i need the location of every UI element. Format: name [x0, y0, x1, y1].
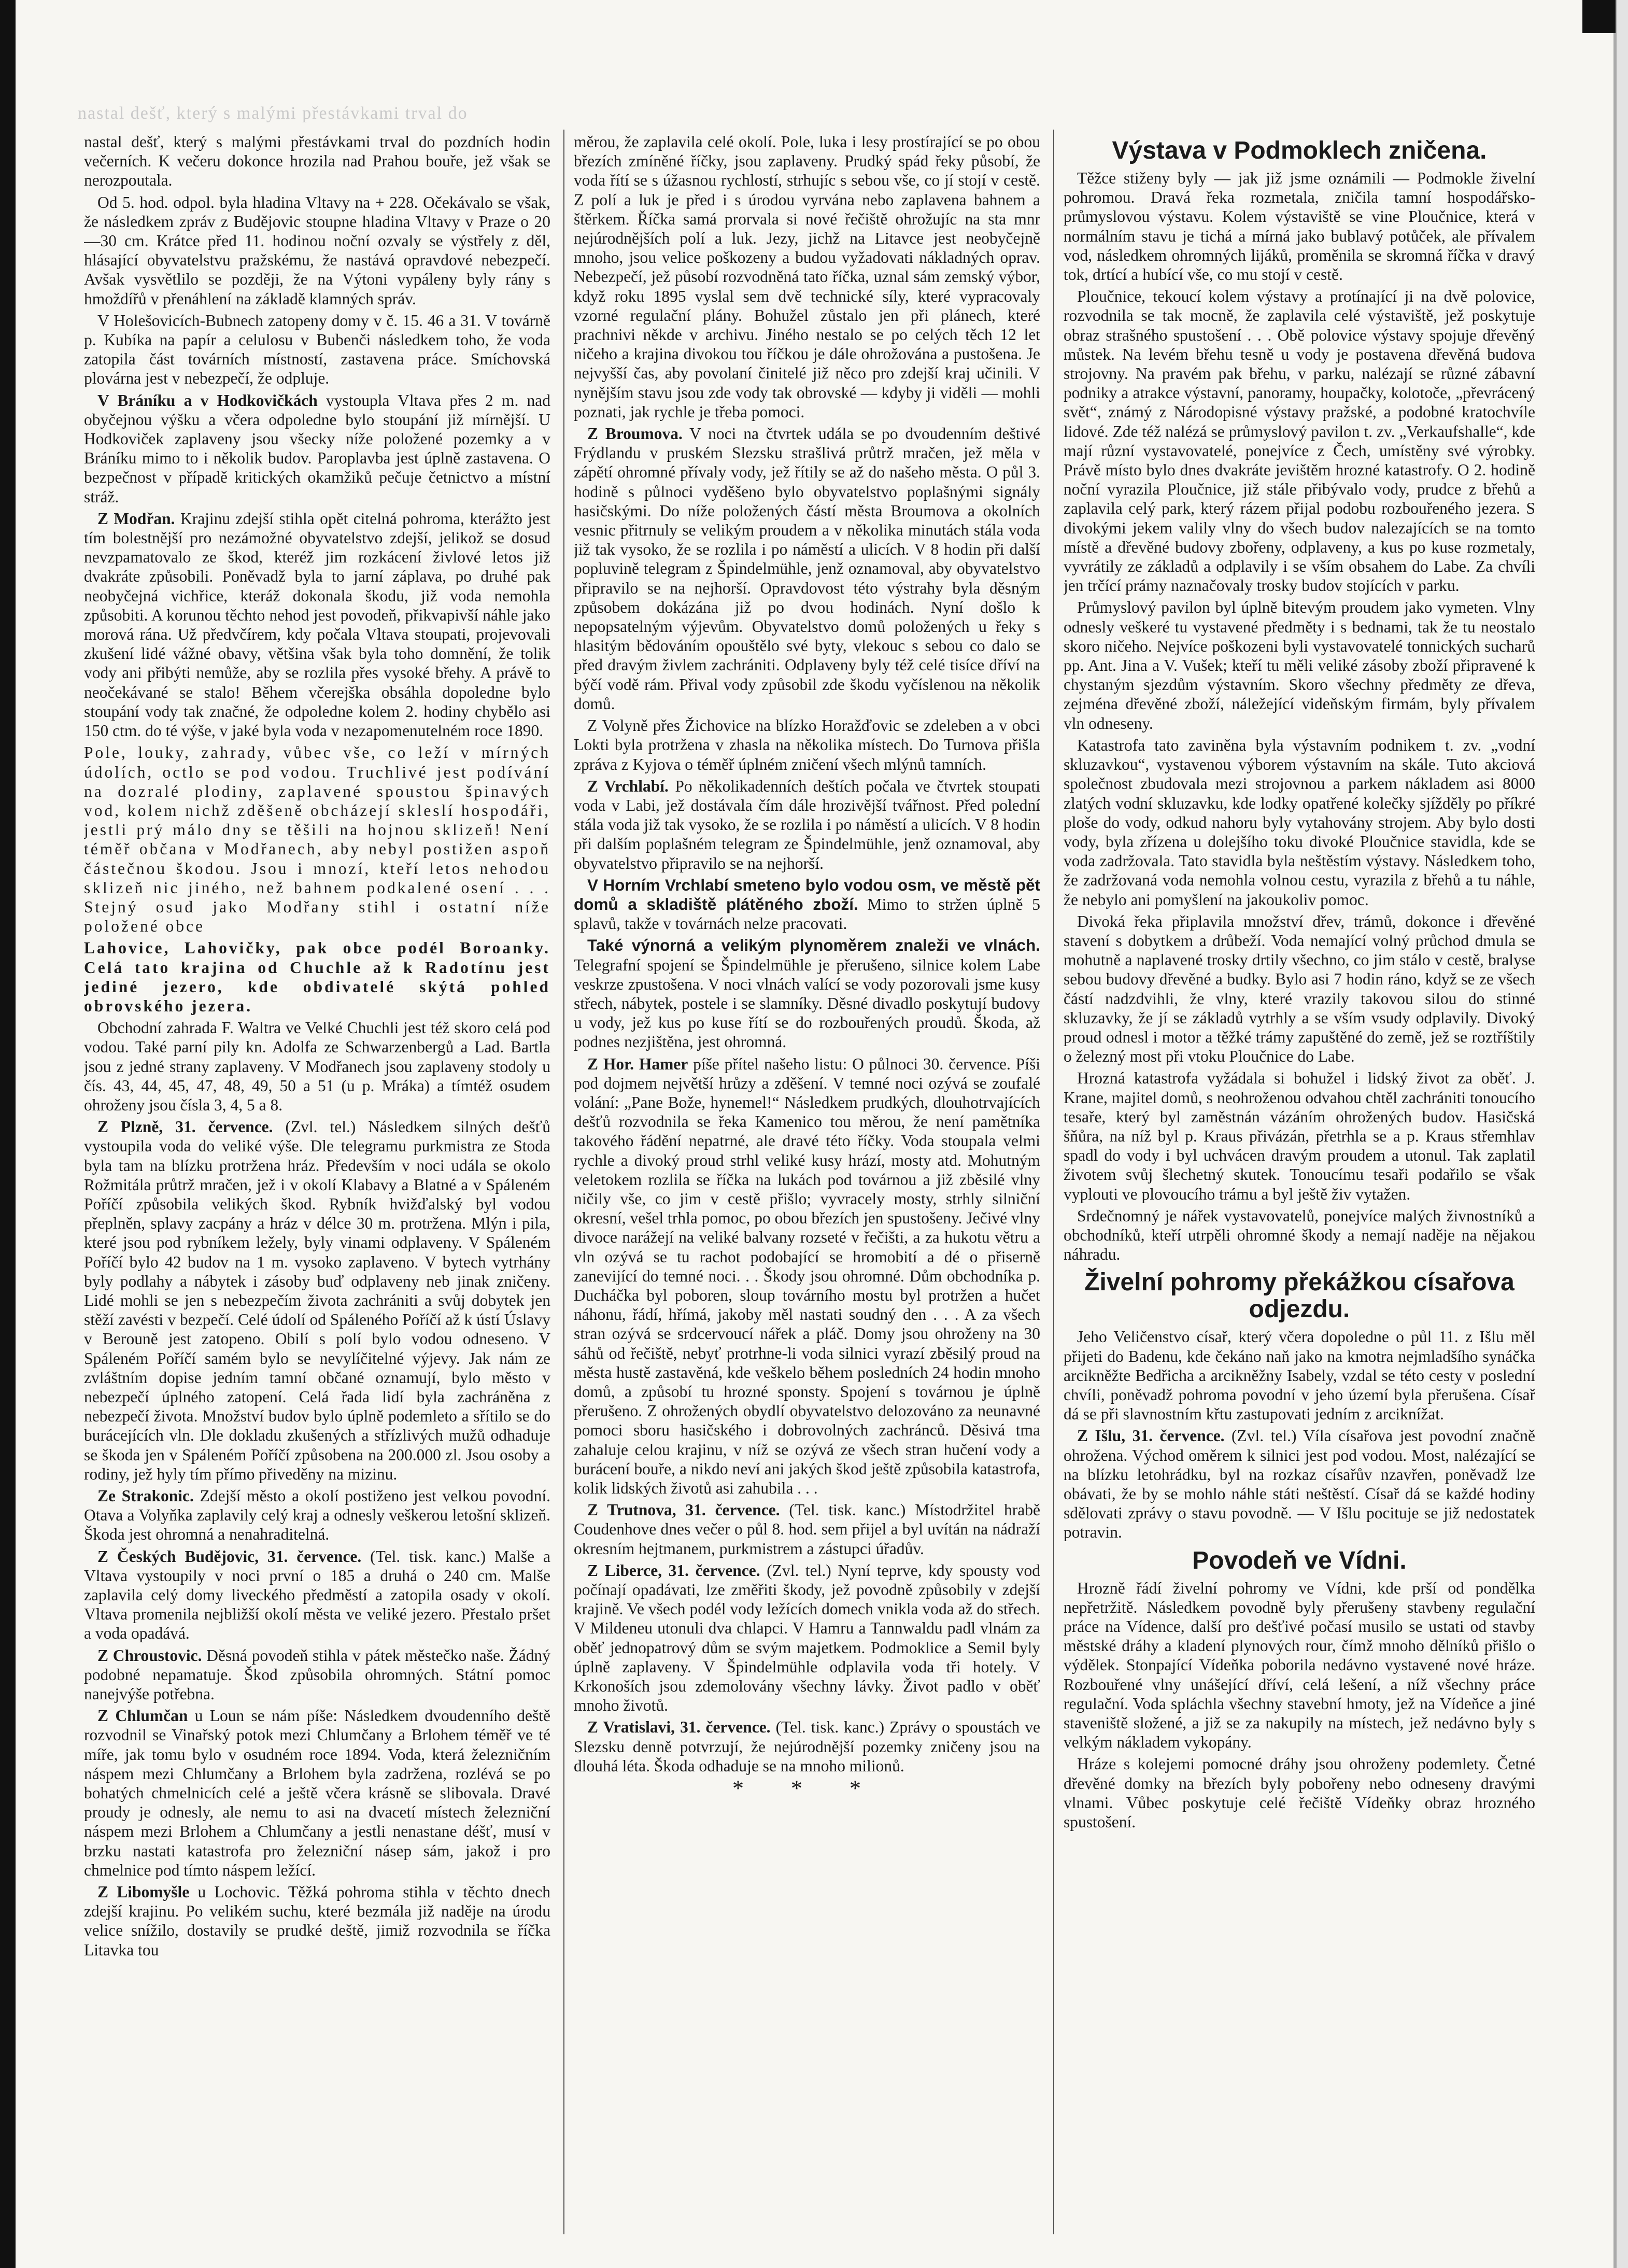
paragraph: V Holešovicích-Bubnech zatopeny domy v č. 15. 46 a 31. V továrně p. Kubíka na papír a celulosu v Bubenči následkem toho, že voda zatopila část továrních místností, zastavena práce. Smíchovská plovárna jest v nebezpečí, že odpluje.: [84, 311, 550, 388]
column-3: [1064, 132, 1535, 2237]
paragraph: Lahovice, Lahovičky, pak obce podél Boroanky. Celá tato krajina od Chuchle až k Radotínu jest jediné jezero, kde obdivatelé skýtá pohled obrovského jezera.: [84, 939, 550, 1015]
paragraph: Z Chlumčan u Loun se nám píše: Následkem dvoudenního deště rozvodnil se Vinařský potok mezi Chlumčany a Brlohem téměř ve té míře, jak tomu bylo v osudném roce 1894. Voda, která železničním náspem mezi Chlumčany a Brlohem byla zadržena, rozlévá se po bohatých chmelnicích celé a ještě včera krásně se slibovala. Dravé proudy je odnesly, ale nemu to asi na dvacetí místech železniční náspem mezi Brlohem a Chlumčany a jestli nenastane déšť, musí v brzku nastati katastrofa pro železniční násep sám, jakož i pro chmelnice pod tímto náspem ležící.: [84, 1707, 550, 1879]
paragraph: Pole, louky, zahrady, vůbec vše, co leží v mírných údolích, octlo se pod vodou. Truchlivé jest podívání na dozralé plodiny, zaplavené spoustou špinavých vod, kolem nichž zděšeně obcházejí skleslí hospodáři, jestli prý málo dny se těšili na hojnou sklizeň! Není téměř občana v Modřanech, aby nebyl postižen aspoň částečnou škodou. Jsou i mnozí, kteří letos nehodou sklizeň nic jiného, než bahnem podkalené osení . . . Stejný osud jako Modřany stihl i ostatní níže položené obce: [84, 743, 550, 936]
column-2: [574, 132, 1040, 2237]
article-heading: Povodeň ve Vídni.: [1192, 1546, 1407, 1574]
paragraph: Z Vrchlabí. Po několikadenních deštích počala ve čtvrtek stoupati voda v Labi, jež dostávala čím dále hrozivější tvářnost. Před polední stála voda již tak vysoko, že se rozlila i po náměstí a ulicích. V 8 hodin při dalším poplašném telegram ze Špindelmühle, jenž oznamoval, aby obyvatelstvo připravilo se na nejhorší.: [574, 777, 1040, 872]
paragraph: Z Hor. Hamer píše přítel našeho listu: O půlnoci 30. července. Píši pod dojmem největší hrůzy a zděšení. V temné noci ozývá se zoufalé volání: „Pane Bože, hynemel!“ Následkem prudkých, dlouhotrvajících dešťů rozvodnila se řeka Kamenico tou měrou, že není pamětníka takového řádění nepatrné, ale dravé této říčky. Voda stoupala velmi rychle a divoký proud strhl veliké kusy hrází, mosty atd. Mohutným veletokem rozlila se říčka na lukách pod továrnou a již zběsilé vlny ničily vše, co jim v cestě přišlo; vyvracely mosty, strhly silniční okresní, vešel trhla pomoc, po obou březích jen spustošeny. Ječivé vlny divoce narážejí na veliké balvany rozseté v řečišti, a za hukotu větru a vln ozývá se tu rachot podobající se hromobití a dé o přiserně zanevijící do temné noci. . . Škody jsou ohromné. Dům obchodníka p. Ducháčka byl poboren, sloup továrního mostu byl protržen a hučet náhonu, řádí, hřímá, jakoby měl nastati soudný den . . . A za všech stran ozývá se srdcervoucí nářek a pláč. Domy jsou ohroženy na 30 sáhů od řečiště, nebyť protrhne-li voda silnici vyrazí zběsilý proud na města hustě zastavěná, kde veškelo během posledních 24 hodin mnoho domů, a způsobí tu hrozné sponsty. Spojení s továrnou je úplně přerušeno. Z ohrožených obydlí obyvatelstvo delozováno za neunavné pomoci sboru hasičského i dobrovolných zachránců. Děsivá tma zahaluje celou krajinu, v níž se ozývá ze všech stran hučení vody a burácení bouře, a nikdo neví ani jakých škod ještě způsobila katastrofa, kolik lidských životů asi zahubila . . .: [574, 1054, 1040, 1498]
paragraph: Z Chroustovic. Děsná povodeň stihla v pátek městečko naše. Žádný podobné nepamatuje. Škod způsobila ohromných. Státní pomoc nanejvýše potřebna.: [84, 1646, 550, 1703]
column-rule: [563, 130, 564, 2234]
paragraph: Hráze s kolejemi pomocné dráhy jsou ohroženy podemlety. Četné dřevěné domky na březích byly pobořeny nebo odneseny dravými vlnami. Vůbec poskytuje celé řečiště Vídeňky obraz hrozného spustošení.: [1064, 1755, 1535, 1832]
column-rule: [1053, 130, 1054, 2234]
dateline: Z Modřan.: [97, 509, 175, 528]
dateline: Z Išlu, 31. července.: [1077, 1427, 1225, 1445]
paragraph: V Bráníku a v Hodkovičkách vystoupla Vltava přes 2 m. nad obyčejnou výšku a včera odpoledne bylo stoupání již mírnější. U Hodkoviček zaplaveny jsou všecky níže položené pozemky a v Bráníku mimo to i několik budov. Paroplavba jest úplně zastavena. O bezpečnost v případě kritických okamžiků pečuje četnictvo a místní stráž.: [84, 391, 550, 506]
paragraph: Z Vratislavi, 31. července. (Tel. tisk. kanc.) Zprávy o spoustách ve Slezsku denně potvrzují, že nejúrodnější pozemky zničeny jsou na dlouhá léta. Škoda odhaduje se na mnoho milionů.: [574, 1718, 1040, 1775]
corner-mark: [1582, 0, 1616, 33]
highlight-text: Také výnorná a velikým plynoměrem znaleži ve vlnách.: [587, 936, 1040, 955]
paragraph: Z Českých Budějovic, 31. července. (Tel. tisk. kanc.) Malše a Vltava vystoupily v noci první o 185 a druhá o 240 cm. Malše zaplavila celý domy liveckého předměstí a zatopila osady v okolí. Vltava promenila nejbližší okolí města ve veliké jezero. Přestalo pršet a voda opadává.: [84, 1547, 550, 1643]
paragraph: nastal dešť, který s malými přestávkami trval do pozdních hodin večerních. K večeru dokonce hrozila nad Prahou bouře, jež však se nerozpoutala.: [84, 133, 550, 190]
paragraph: měrou, že zaplavila celé okolí. Pole, luka i lesy prostírající se po obou březích zmíněné říčky, jsou zaplaveny. Prudký spád řeky působí, že voda řítí se s úžasnou rychlostí, strhujíc s sebou vše, co jí stojí v cestě. Z polí a luk je před i s úrodou vyrvána nebo zaplavena bahnem a štěrkem. Říčka samá prorvala si nové řečiště ohrožujíc na sta mnr nejúrodnějších polí a luk. Jezy, jichž na Litavce jest neobyčejně mnoho, jsou velice poškozeny a budou vyžadovati nákladných oprav. Nebezpečí, jež působí rozvodněná tato říčka, uznal sám zemský výbor, když roku 1895 vyslal sem dvě technické síly, které vypracovaly vzorné regulační plány. Bohužel zůstalo jen při plánech, které prachnivi někde v archivu. Jiného nestalo se po celých těch 12 let ničeho a krajina divokou tou říčkou je dále ohrožována a pustošena. Je nejvyšší čas, aby povolaní činitelé již něco pro zdejší kraj učinili. V nynějším stavu jsou zde vody tak obrovské — kdyby ji viděli — mohli poznati, jak rychle je třeba pomoci.: [574, 133, 1040, 421]
paragraph: V Horním Vrchlabí smeteno bylo vodou osm, ve městě pět domů a skladiště plátěného zboží. Mimo to stržen úplně 5 splavů, takže v továrnách nelze pracovati.: [574, 875, 1040, 933]
dateline: V Bráníku a v Hodkovičkách: [97, 391, 318, 410]
scan-edge-left: [0, 0, 16, 2268]
paragraph: Těžce stiženy byly — jak již jsme oznámili — Podmokle živelní pohromou. Dravá řeka rozmetala, zničila tamní hospodářsko-průmyslovou výstavu. Kolem výstaviště se vine Ploučnice, která v normálním stavu je tichá a mírná jako bublavý potůček, ale přívalem vod, následkem ohromných lijáků, proměnila se skromná říčka v dravý tok, drtící a hubící vše, co mu stojí v cestě.: [1064, 169, 1535, 284]
dateline: Z Liberce, 31. července.: [587, 1561, 760, 1580]
dateline: Z Českých Budějovic, 31. července.: [97, 1547, 362, 1566]
dateline: Z Broumova.: [587, 425, 683, 443]
article-heading: Výstava v Podmoklech zničena.: [1112, 137, 1487, 164]
dateline: Z Libomyšle: [97, 1883, 190, 1901]
paragraph: Z Volyně přes Žichovice na blízko Horažďovic se zdeleben a v obci Lokti byla protržena v zhasla na několika místech. Do Turnova přišla zpráva z Kyjova o téměř úplném zničení všech mlýnů tamních.: [574, 716, 1040, 773]
paragraph: Od 5. hod. odpol. byla hladina Vltavy na + 228. Očekávalo se však, že následkem zpráv z Budějovic stoupne hladina Vltavy v Praze o 20—30 cm. Krátce před 11. hodinou noční ozvaly se výstřely z děl, hlásající obyvatelstvu pražskému, že nastává opravdové nebezpečí. Avšak vysvětlilo se později, že na Výtoni vypáleny byly rány s hmoždířů v přenáhlení na základě klamných správ.: [84, 193, 550, 308]
section-separator: * * *: [732, 1776, 882, 1801]
bleed-through-header: nastal dešť, který s malými přestávkami trval do: [78, 104, 468, 123]
dateline: Z Vrchlabí.: [587, 777, 669, 795]
scan-edge-right: [1613, 0, 1628, 2268]
paragraph: Ploučnice, tekoucí kolem výstavy a protínající ji na dvě polovice, rozvodnila se tak mocně, že zaplavila celé výstaviště, jež poskytuje obraz strašného spustošení . . . Obě polovice výstavy spojuje dřevěný můstek. Na levém břehu tesně u vody je postavena dřevěná budova strojovny. Na pravém pak břehu, v parku, nalézají se různé zábavní podniky a atrakce výstavní, panoramy, houpačky, kolotoče, „převrácený svět“, známý z Národopisné výstavy pražské, a podobné kratochvíle lidové. Zde též nalézá se průmyslový pavilon t. zv. „Verkaufshalle“, kde mají různí vystavovatelé, ponejvíce z Čech, umístěny své výrobky. Právě místo bylo dnes dvakráte jevištěm hrozné katastrofy. O 2. hodině noční vyrazila Ploučnice, již stále přibývalo vody, prudce z břehů a zaplavila celý park, který rázem přijal podobu rozbouřeného jezera. S divokými jekem valily vlny do všech budov nalezajících se na tomto místě a dřevěné budovy zbořeny, odplaveny, a kus po kuse rozmetaly, vyvrátily ze základů a odplavily i se vším obsahem do Labe. Za chvíli jen trčící prámy naznačovaly trosky budov stojících v parku.: [1064, 287, 1535, 595]
paragraph: Hrozně řádí živelní pohromy ve Vídni, kde prší od pondělka nepřetržitě. Následkem povodně byly přerušeny stavbeny regulační práce na Vídence, další pro dešťivé počasí musilo se ustati od stavby městské dráhy a kladení plynových rour, čímž mnoho dělníků přišlo o výdělek. Stonpající Vídeňka poborila nedávno vystavené nové hráze. Rozbouřené vlny unášející dříví, celá lešení, a níž všechny práce regulační. Voda spláchla všechny stavební hmoty, jež na Vídeňce a jiné staveniště složené, a již se za nakupily na místech, jež nedávno byly s velkým nákladem vykopány.: [1064, 1579, 1535, 1752]
column-1: [84, 132, 550, 2237]
highlight-text: V Horním Vrchlabí smeteno bylo vodou osm, ve městě pět domů a skladiště plátěného zboží.: [574, 875, 1040, 913]
dateline: Z Hor. Hamer: [587, 1054, 688, 1073]
dateline: Ze Strakonic.: [97, 1487, 194, 1505]
paragraph: Z Broumova. V noci na čtvrtek udála se po dvoudenním deštivé Frýdlandu v pruském Slezsku strašlivá průtrž mračen, jež měla v zápětí ohromné přívaly vody, jež řítily se až do našeho města. O půl 3. hodině s půlnoci vyděšeno bylo obyvatelstvo poplašnými signály hasičskými. Do níže položených částí města Broumova a okolních vesnic přitrnuly se velikým proudem a v několika minutách stála voda již tak vysoko, že se rozlila i po náměstí a ulicích. V 8 hodin při další popluvině telegram z Špindelmühle, jenž oznamoval, aby obyvatelstvo připravilo se na nejhorší. Opravdovost této výstrahy byla děsným způsobem dokázána již po dvou hodinách. Nyní došlo k nepopsatelným výjevům. Obyvatelstvo domů položených u řeky s hlasitým bědováním opouštělo své byty, vlekouc s sebou co dalo se před dravým živlem zachrániti. Odplaveny byly též celé tisíce dříví na býčí vodě rám. Přival vody způsobil zde škodu vyčíslenou na několik domů.: [574, 425, 1040, 713]
paragraph: Hrozná katastrofa vyžádala si bohužel i lidský život za oběť. J. Krane, majitel domů, s neohroženou odvahou chtěl zachrániti tonoucího tesaře, který byl zaměstnán vázáním ohrožených budov. Hasičská šňůra, na níž byl p. Kraus přivázán, přetrhla se a p. Kraus střemhlav spadl do vody i byl uchvácen dravým proudem a utonul. Tak zaplatil životem svůj šlechetný skutek. Tonoucímu tesaři podařilo se však vyplouti ve plovoucího trámu a byl ještě živ vytažen.: [1064, 1069, 1535, 1203]
paragraph: Obchodní zahrada F. Waltra ve Velké Chuchli jest též skoro celá pod vodou. Také parní pily kn. Adolfa ze Schwarzenbergů a Lad. Bartla jsou z jedné strany zaplaveny. V Modřanech jsou zaplaveny stodoly u čís. 43, 44, 45, 47, 48, 49, 50 a 51 (u p. Mráka) a tímtéž osudem ohroženy jsou čísla 3, 4, 5 a 8.: [84, 1019, 550, 1114]
paragraph: Z Libomyšle u Lochovic. Těžká pohroma stihla v těchto dnech zdejší krajinu. Po velikém suchu, které bezmála již naděje na úrodu velice snížilo, dostavily se prudké deště, jimiž rozvodnila se říčka Litavka tou: [84, 1883, 550, 1959]
dateline: Z Plzně, 31. července.: [97, 1118, 273, 1136]
paragraph: Z Išlu, 31. července. (Zvl. tel.) Víla císařova jest povodní značně ohrožena. Východ oměrem k silnici jest pod vodou. Most, nalézající se na blízku letohrádku, byl na rozkaz císařův nzavřen, poněvadž lze obávati, že by se mohlo náhle státi neštěstí. Císař dá se každé hodiny sdělovati zprávy o stavu povodně. — V Išlu pocituje se již nedostatek potravin.: [1064, 1427, 1535, 1542]
dateline: Z Chroustovic.: [97, 1646, 202, 1665]
paragraph: Jeho Veličenstvo císař, který včera dopoledne o půl 11. z Išlu měl přijeti do Badenu, kde čekáno naň jako na kmotra nejmladšího synáčka arcikněžte Bedřicha a arcikněžny Isabely, vzdal se této cesty v poslední chvíli, poněvadž pohroma povodní v jeho území byla přerušena. Císař dá se při slavnostním křtu zastupovati jedním z arciknížat.: [1064, 1328, 1535, 1424]
paragraph: Z Trutnova, 31. července. (Tel. tisk. kanc.) Místodržitel hrabě Coudenhove dnes večer o půl 8. hod. sem přijel a byl uvítán na nádraží okresním hejtmanem, purkmistrem a zástupci úřadův.: [574, 1501, 1040, 1558]
paragraph: Katastrofa tato zaviněna byla výstavním podnikem t. zv. „vodní skluzavkou“, vystavenou výborem výstavním na skále. Tuto akciová společnost zbudovala mezi strojovnou a parkem nákladem asi 8000 zlatých vodní skluzavku, kde lodky opatřené kolečky sjížděly po příkré ploše do vody, odkud nahoru byly vytahovány strojem. Aby bylo dosti vody, byla zřízena u dolejšího toku divoké Ploučnice stavidla, kde se voda zadržovala. Tato stavidla byla neštěstím výstavy. Následkem toho, že zadržovaná voda nemohla volnou cestu, vyrazila z břehů a tu náhle, že nebylo ani pomyšlení na jakoukoliv pomoc.: [1064, 736, 1535, 909]
dateline: Z Trutnova, 31. července.: [587, 1501, 780, 1519]
paragraph: Z Modřan. Krajinu zdejší stihla opět citelná pohroma, kterážto jest tím bolestnější pro nezámožné obyvatelstvo zdejší, jelikož se dosud nevzpamatovalo ze škod, kteréž jim rozkácení živlové letos již dvakráte způsobili. Poněvadž byla to jarní záplava, po druhé pak neobyčejná vichřice, kteráž dokonala škodu, již voda nemohla způsobiti. A korunou těchto nehod jest povodeň, přikvapivší náhle jako morová rána. Už předvčírem, kdy počala Vltava stoupati, projevovali zkušení lidé vážné obavy, většina však byla toho domnění, že tolik vody ani přibýti nemůže, aby se rozlila přes vysoké břehy. A právě to neočekávané se stalo! Během včerejška obsáhla dopoledne bylo stoupání vody tak značné, že odpoledne kolem 2. hodiny chybělo asi 150 ctm. do té výše, v jaké byla voda v nezapomenutelném roce 1890.: [84, 509, 550, 740]
paragraph: Také výnorná a velikým plynoměrem znaleži ve vlnách. Telegrafní spojení se Špindelmühle je přerušeno, silnice kolem Labe veskrze zpustošena. V noci vlnách valící se vody pozorovali jsme kusy střech, nábytek, postele i se slamníky. Děsné divadlo poskytují budovy u vody, jež kus po kuse řítí se do rozbouřených proudů. Škoda, až podnes nezjištěna, jest ohromná.: [574, 936, 1040, 1051]
dateline: Z Vratislavi, 31. července.: [587, 1718, 771, 1737]
paragraph: Průmyslový pavilon byl úplně bitevým proudem jako vymeten. Vlny odnesly veškeré tu vystavené předměty i s bednami, tak že tu neostalo skoro ničeho. Nejvíce poškozeni byli vystavovatelé tonnických sucharů pp. Ant. Jina a V. Vušek; kteří tu měli veliké zásoby zboží připravené k chystaným sjezdům výstavním. Skoro všechny předměty ze dřeva, zejména dřevěné zboží, náležející videňským firmám, byly přívalem vln odneseny.: [1064, 598, 1535, 732]
dateline: Z Chlumčan: [97, 1707, 188, 1725]
paragraph: Divoká řeka připlavila množství dřev, trámů, dokonce i dřevěné stavení s dobytkem a drůbeží. Voda nemající volný průchod dmula se mohutně a naplavené trosky drtily všechno, co jim stálo v cestě, bralyse sebou budovy dřevěné a budky. Bylo asi 7 hodin ráno, když se ze všech částí nadzdvihli, že vlny, které vrazily takovou silou do stinné skluzavky, že jí se základů vytrhly a se vším vsudy odplavily. Divoký proud odnesl i motor a těžké trámy zapuštěné do země, jež se roztříštily o železný most při vtoku Ploučnice do Labe.: [1064, 912, 1535, 1066]
paragraph: Z Liberce, 31. července. (Zvl. tel.) Nyní teprve, kdy spousty vod počínají opadávati, lze změřiti škody, jež povodně způsobily v zdejší krajině. Ve všech podél vody ležících domech vnikla voda až do střech. V Mildeneu utonuli dva chlapci. V Hamru a Tannwaldu padl vlnám za oběť jednopatrový dům se svým majetkem. Podmoklice a Semil byly úplně zaplaveny. V Špindelmühle odplavila voda tři hotely. V Krkonoších jsou zdemolovány všechny lávky. Život padlo v oběť mnoho životů.: [574, 1561, 1040, 1715]
paragraph: Z Plzně, 31. července. (Zvl. tel.) Následkem silných dešťů vystoupila voda do veliké výše. Dle telegramu purkmistra ze Stoda byla tam na blízku protržena hráz. Především v noci udála se okolo Rožmitála průtrž mračen, jež i v okolí Klabavy a Blatné a v Spáleném Poříčí způsobila velikých škod. Rybník hvižďalský byl vodou přeplněn, splavy zacpány a hráz v délce 30 m. protržena. Mlýn i pila, které jsou pod rybníkem ležely, byly vinami odplaveny. V Spáleném Poříčí bylo 42 budov na 1 m. vysoko zaplaveno. V bytech vytrhány byly podlahy a nábytek i zásoby buď odplaveny neb jinak zničeny. Lidé mohli se jen s nebezpečím života zachrániti a svůj dobytek jen stěží zavésti v bezpečí. Celé údolí od Spáleného Poříčí až k ústí Úslavy v Berouně jest zatopeno. Obilí s polí bylo vodou odneseno. V Spáleném Poříčí samém bylo se nevylíčitelné výjevy. Jak nám ze zvláštním dopise jedním tamní občané oznamují, bylo město v nebezpečí úplného zatopení. Celá řada lidí byla zachráněna z nebezpečí života. Množství budov bylo úplně podemleto a sřítilo se do burácejících vln. Dle dokladu zkušených a střízlivých mužů odhaduje se škoda jen v Spáleném Poříčí způsobena na 200.000 zl. Jsou osoby a rodiny, jež hyly tím přímo přiveděny na mizinu.: [84, 1118, 550, 1483]
article-heading: Živelní pohromy překážkou císařova odjezdu.: [1084, 1269, 1514, 1323]
paragraph: Srdečnomný je nářek vystavovatelů, ponejvíce malých živnostníků a obchodníků, kteří utrpěli ohromné škody a nemají naděje na nějakou náhradu.: [1064, 1206, 1535, 1264]
paragraph: Ze Strakonic. Zdejší město a okolí postiženo jest velkou povodní. Otava a Volyňka zaplavily celý kraj a odnesly veškerou letošní sklizeň. Škoda jest ohromná a nenahraditelná.: [84, 1487, 550, 1544]
